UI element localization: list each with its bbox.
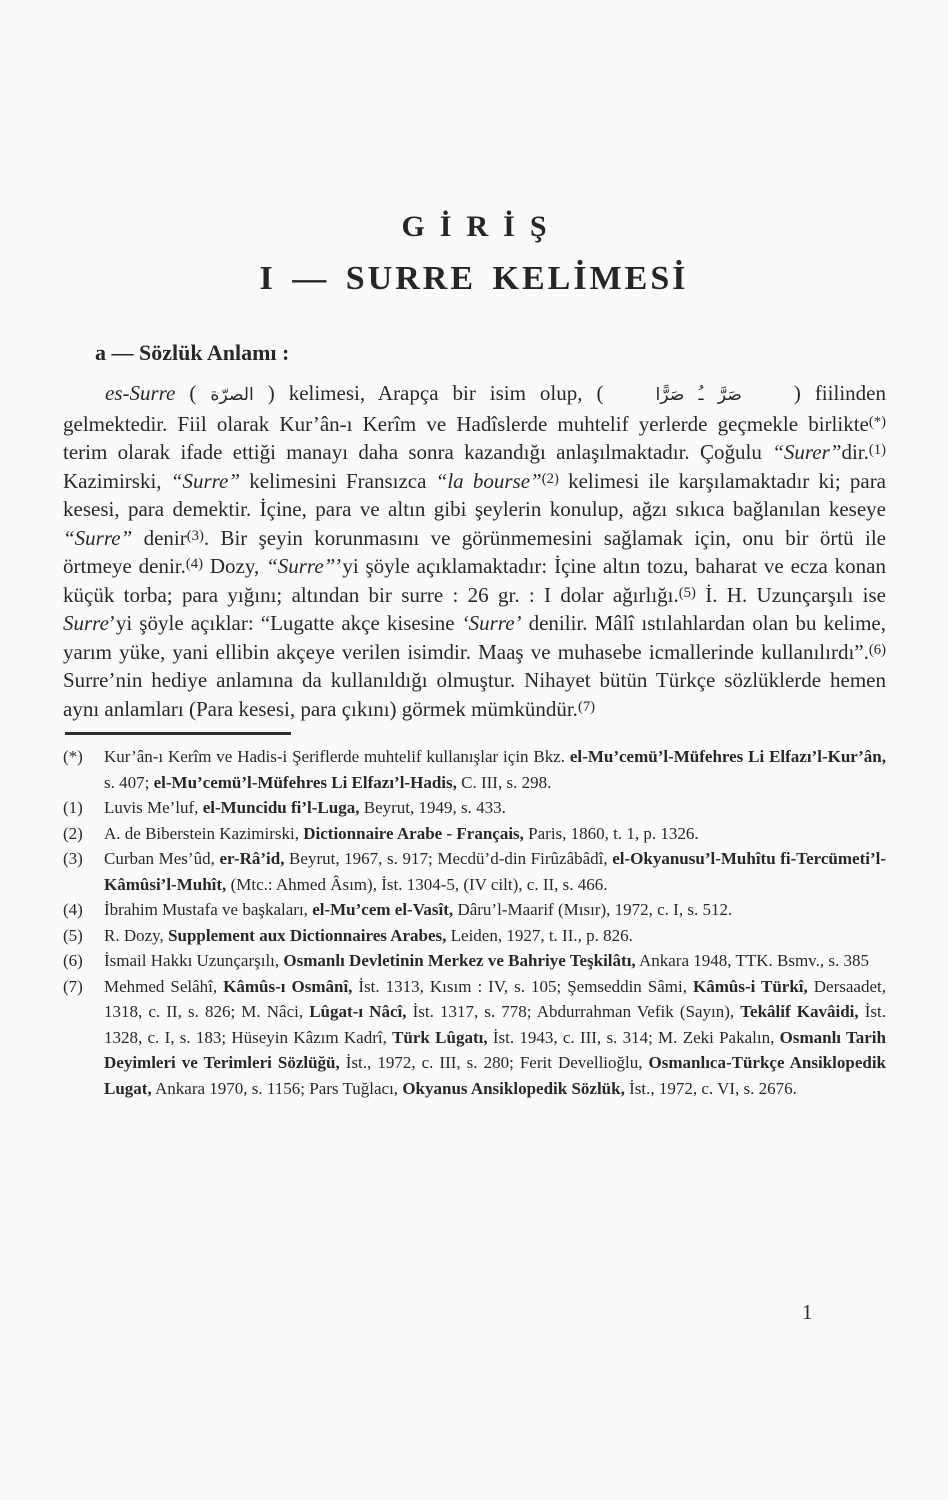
footnote-text <box>104 897 886 923</box>
text-segment: Paris, 1860, t. 1, p. 1326. <box>523 823 699 843</box>
footnote-marker: (1) <box>63 798 83 817</box>
text-segment: (7) <box>577 698 596 715</box>
footnote-row <box>63 974 891 1102</box>
text-segment: Mehmed Selâhî, <box>104 976 224 996</box>
page-title: GİRİŞ <box>401 210 562 243</box>
text-segment: (4) <box>185 556 204 573</box>
text-segment: es-Surre <box>105 381 176 405</box>
text-segment: Osmanlı Devletinin Merkez ve Bahriye Teşkilâtı, <box>283 951 636 970</box>
text-segment: Dozy, <box>203 554 267 578</box>
footnote-marker: (2) <box>63 823 83 843</box>
footnote-text <box>104 795 886 821</box>
text-segment: (5) <box>678 584 696 601</box>
footnote-marker: (5) <box>63 925 83 945</box>
text-segment: Okyanus Ansiklopedik Sözlük, <box>402 1078 625 1098</box>
footnote-text <box>104 923 886 949</box>
text-segment: (1) <box>868 442 886 459</box>
text-segment: denilir. Mâlî ıstılahlardan olan bu kelime, yarım yüke, yani ellibin akçeye verilen isimdir. Maaş ve muhasebe icmallerinde kullanılırdı”. <box>63 611 892 664</box>
text-segment: el-Okyanusu’l-Muhîtu fi-Tercümeti’l-Kâmûsi’l-Muhît, <box>104 849 887 894</box>
text-segment: Dâru’l-Maarif (Mısır), 1972, c. I, s. 512. <box>453 900 733 919</box>
text-segment: ( <box>175 381 211 405</box>
text-segment: “Surre” <box>63 525 133 550</box>
text-segment: dir. <box>841 440 869 464</box>
text-segment: Surre <box>63 611 109 635</box>
text-segment: el-Mu’cemü’l-Müfehres Li Elfazı’l-Hadis, <box>153 772 457 792</box>
text-segment: “Surre” <box>170 468 241 493</box>
text-segment: Dictionnaire Arabe - Français, <box>303 823 524 843</box>
text-segment: İst. 1317, s. 778; Abdurrahman Vefik (Sayın), <box>406 1002 741 1021</box>
text-segment: İst., 1972, c. VI, s. 2676. <box>624 1078 797 1098</box>
text-segment: Kazimirski, <box>63 440 892 493</box>
text-segment: (2) <box>541 470 559 487</box>
text-segment: İst. 1328, c. I, s. 183; Hüseyin Kâzım Kadrî, <box>104 1002 891 1047</box>
text-segment: el-Mu’cemü’l-Müfehres Li Elfazı’l-Kur’ân, <box>569 747 886 766</box>
text-segment: R. Dozy, <box>104 925 169 945</box>
text-segment: ’yi şöyle açıklar: “Lugatte akçe kisesine <box>108 611 462 635</box>
title-block <box>0 0 948 298</box>
text-segment: İst. 1313, Kısım : IV, s. 105; Şemseddin Sâmi, <box>352 976 693 996</box>
text-segment: İsmail Hakkı Uzunçarşılı, <box>104 951 284 970</box>
text-segment: (Mtc.: Ahmed Âsım), İst. 1304-5, (IV cilt), c. II, s. 466. <box>226 874 608 894</box>
footnote-text <box>104 744 891 795</box>
footnote-row <box>63 795 886 821</box>
text-segment: Kâmûs-i Türkî, <box>692 976 808 996</box>
footnote-marker: (3) <box>63 849 83 868</box>
text-segment: kelimesini Fransızca <box>240 468 436 493</box>
text-segment: “Surer” <box>772 440 842 464</box>
text-segment: Ankara 1948, TTK. Bsmv., s. 385 <box>635 951 869 970</box>
text-segment: İst. 1943, c. III, s. 314; M. Zeki Pakalın, <box>487 1027 780 1047</box>
footnote-text <box>104 846 886 897</box>
text-segment: İ. H. Uzunçarşılı ise <box>695 582 892 607</box>
footnote-row <box>63 923 886 949</box>
text-segment: Supplement aux Dictionnaires Arabes, <box>168 925 447 945</box>
footnote-marker: (7) <box>63 976 83 996</box>
text-segment: Beyrut, 1967, s. 917; Mecdü’d-din Firûzâbâdî, <box>284 849 613 868</box>
text-segment: ‘Surre’ <box>461 611 522 635</box>
text-segment: (*) <box>868 413 886 430</box>
text-segment: Kur’ân-ı Kerîm ve Hadis-i Şeriflerde muhtelif kullanışlar için Bkz. <box>104 747 570 766</box>
text-segment: Leiden, 1927, t. II., p. 826. <box>446 925 633 945</box>
text-segment: Tekâlif Kavâidi, <box>740 1002 859 1021</box>
footnote-marker: (6) <box>63 951 83 970</box>
chapter-title: I — SURRE KELİMESİ <box>259 260 689 297</box>
text-segment: Beyrut, 1949, s. 433. <box>359 798 506 817</box>
text-segment: الصرّة <box>210 385 254 405</box>
text-segment: ) kelimesi, Arapça bir isim olup, ( <box>253 381 604 405</box>
footnote-row <box>63 821 886 847</box>
text-segment: ’yi şöyle açıklamaktadır: İçine altın tozu, baharat ve ecza konan küçük torba; para yığını; altından bir surre : 26 gr. : I dolar ağırlığı. <box>63 554 892 607</box>
footnote-row <box>63 744 891 795</box>
text-segment: (6) <box>868 641 886 658</box>
text-column <box>63 340 892 1101</box>
text-segment: er-Râ’id, <box>219 849 285 868</box>
footnote-row <box>63 948 886 974</box>
text-segment: el-Mu’cem el-Vasît, <box>312 900 454 919</box>
page-number: 1 <box>802 1300 813 1324</box>
text-segment: İst., 1972, c. III, s. 280; Ferit Devellioğlu, <box>339 1053 649 1072</box>
text-segment: Kâmûs-ı Osmânî, <box>223 976 353 996</box>
text-segment: Türk Lûgatı, <box>392 1027 488 1047</box>
text-segment: Osmanlıca-Türkçe Ansiklopedik Lugat, <box>104 1053 891 1098</box>
text-segment: Lûgat-ı Nâcî, <box>309 1002 407 1021</box>
text-segment: Osmanlı Tarih Deyimleri ve Terimleri Sözlüğü, <box>104 1027 891 1072</box>
footnote-marker: (4) <box>63 900 83 919</box>
footnote-text <box>104 821 886 847</box>
text-segment: ) fiilinden gelmektedir. Fiil olarak Kur’ân-ı Kerîm ve Hadîslerde muhtelif yerlerde geçmekle birlikte <box>63 381 892 436</box>
text-segment: Surre’nin hediye anlamına da kullanıldığı olmuştur. Nihayet bütün Türkçe sözlüklerde hemen aynı anlamları (Para kesesi, para çıkını) görmek mümkündür. <box>63 639 892 721</box>
footnote-text <box>104 948 886 974</box>
footnote-marker: (*) <box>63 747 83 766</box>
text-segment: C. III, s. 298. <box>456 772 552 792</box>
text-segment: s. 407; <box>104 747 891 792</box>
text-segment: denir <box>132 525 187 550</box>
footnote-text <box>104 974 891 1102</box>
text-segment: صَرَّ ـُ صَرًّا <box>655 385 742 405</box>
section-heading: a — Sözlük Anlamı : <box>95 340 290 365</box>
text-segment: İbrahim Mustafa ve başkaları, <box>104 900 313 919</box>
text-segment: (3) <box>186 527 204 544</box>
text-segment: Ankara 1970, s. 1156; Pars Tuğlacı, <box>151 1078 403 1098</box>
text-segment: . Bir şeyin korunmasını ve görünmemesini sağlamak için, onu bir örtü ile örtmeye denir. <box>63 525 892 578</box>
footnote-row <box>63 897 886 923</box>
text-segment: “la bourse” <box>435 468 542 493</box>
body-paragraph <box>63 379 892 723</box>
text-segment: Luvis Me’luf, <box>104 798 203 817</box>
text-segment: A. de Biberstein Kazimirski, <box>104 823 304 843</box>
footnote-separator-rule <box>65 732 291 735</box>
text-segment: “Surre” <box>266 554 336 578</box>
footnote-row <box>63 846 886 897</box>
text-segment: kelimesi ile karşılamaktadır ki; para kesesi, para demektir. İçine, para ve altın gibi şeylerin konulup, ağzı sıkıca bağlanılan keseye <box>63 468 892 521</box>
text-segment: terim olarak ifade ettiği manayı daha sonra kazandığı anlaşılmaktadır. Çoğulu <box>63 411 892 464</box>
text-segment: Dersaadet, 1318, c. II, s. 826; M. Nâci, <box>104 976 891 1021</box>
text-segment: Curban Mes’ûd, <box>104 849 220 868</box>
footnotes-list <box>63 744 891 1101</box>
text-segment: el-Muncidu fi’l-Luga, <box>202 798 360 817</box>
